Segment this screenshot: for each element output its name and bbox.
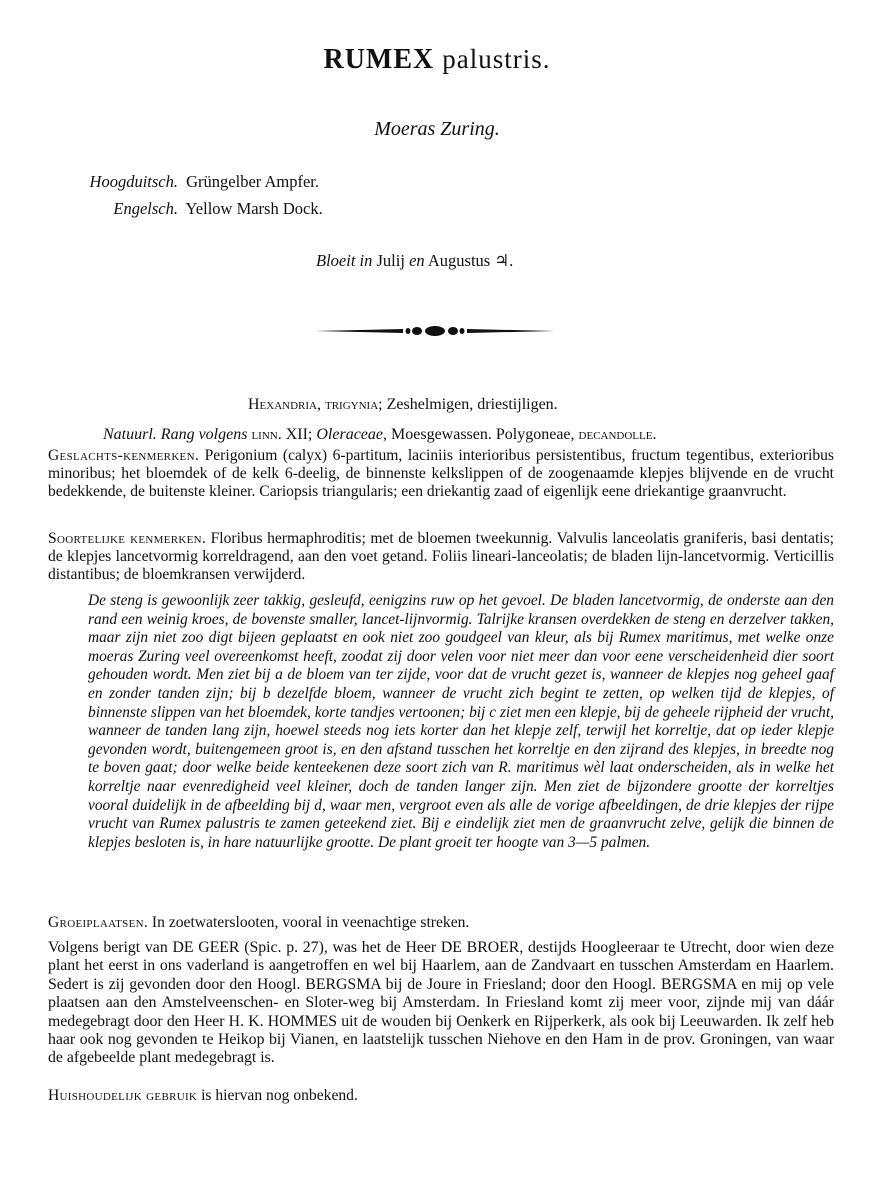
classification-dutch: Zeshelmigen, driestijligen.: [382, 396, 558, 413]
habitat-section: [48, 914, 834, 932]
language-label: Hoogduitsch.: [89, 172, 178, 191]
distribution-paragraph: Volgens berigt van DE GEER (Spic. p. 27), was het de Heer DE BROER, destijds Hoogleeraar te Utrecht, door wien deze plant het eerst in ons vaderland is aangetroffen en wel bij Haarlem, aan de Zandvaart en tusschen Amsterdam en Haarlem. Sedert is zij gevonden door den Hoogl. BERGSMA bij de Joure in Friesland; door den Hoogl. BERGSMA en mij op vele plaatsen aan den Amstelveenschen- en Sloter-weg bij Amsterdam. In Friesland komt zij meer voor, zijnde mij van dáár medegebragt door den Heer H. K. HOMMES uit de wouden bij Oenkerk en Rijperkerk, als ook bij Leeuwarden. Ik zelf heb haar ook nog gevonden te Heikop bij Vianen, en laatstelijk tusschen Niehove en den Ham in de prov. Groningen, van waar de afgebeelde plant medegebragt is.: [48, 939, 834, 1067]
section-text: Floribus hermaphroditis; met de bloemen tweekunnig. Valvulis lanceolatis graniferis, basi dentatis; de klepjes lancetvormig korreldragend, aan den voet getand. Foliis lineari-lanceolatis; de bladen lijn-lancetvormig. Verticillis distantibus; de bloemkransen verwijderd.: [48, 530, 835, 583]
classification-line: [248, 396, 558, 414]
title-genus: RUMEX: [323, 44, 435, 75]
rank-author2: decandolle.: [578, 426, 657, 443]
page-title: [0, 44, 874, 76]
rank-family: Oleraceae,: [316, 426, 388, 443]
bloom-conj: en: [409, 251, 425, 270]
perennial-symbol: ♃.: [494, 251, 514, 270]
bloom-prefix: Bloeit in: [316, 251, 373, 270]
title-species: palustris.: [442, 44, 551, 74]
household-use-section: [48, 1087, 834, 1105]
section-text: Perigonium (calyx) 6-partitum, laciniis interioribus persistentibus, fructum tegentibus, exterioribus minoribus; het bloemdek of de kelk 6-deelig, de binnenste kelkslippen of de zoogenaamde klepjes blijvende en de vrucht bedekkende, de buitenste kleiner. Cariopsis triangularis; een driekantig zaad of eigenlijk eene driekantige graanvrucht.: [48, 447, 834, 500]
section-text: In zoetwaterslooten, vooral in veenachtige streken.: [148, 914, 470, 931]
rank-author: linn.: [251, 426, 282, 443]
classification-class: Hexandria, trigynia;: [248, 396, 383, 413]
rank-number: XII;: [281, 426, 317, 443]
description-paragraph: De steng is gewoonlijk zeer takkig, gesleufd, eenigzins ruw op het gevoel. De bladen lancetvormig, de onderste aan den rand een weinig kroes, de bovenste smaller, lancet-lijnvormig. Talrijke kransen overdekken de steng en derzelver takken, maar zijn niet zoo digt bijeen geplaatst en ook niet zoo goudgeel van kleur, als bij Rumex maritimus, met welke onze moeras Zuring veel overeenkomst heeft, zoodat zij door velen voor niet meer dan voor eene verscheidenheid dier soort gehouden wordt. Men ziet bij a de bloem van ter zijde, voor dat de vrucht gezet is, wanneer de klepjes nog geheel gaaf en zonder tanden zijn; bij b dezelfde bloem, wanneer de vrucht zich begint te zetten, op welken tijd de klepjes, of binnenste slippen van het bloemdek, korte tandjes vertoonen; bij c ziet men een klepje, bij de geheele rijpheid der vrucht, wanneer de tanden lang zijn, hoewel steeds nog iets korter dan het klepje zelf, terwijl het korreltje, dat op ieder klepje gevonden wordt, buitengemeen groot is, en den afstand tusschen het korreltje en den zijrand des klepjes, in breedte nog te boven gaat; door welke beide kenteekenen deze soort zich van R. maritimus wèl laat onderscheiden, als in welke het korreltje naar evenredigheid veel kleiner, doch de tanden langer zijn. Men ziet de bijzondere grootte der korreltjes vooral duidelijk in de afbeelding bij d, waar men, vergroot even als alle de vorige afbeeldingen, de drie klepjes der rijpe vrucht van Rumex palustris te zamen geteekend ziet. Bij e eindelijk ziet men de graanvrucht zelve, gelijk die binnen de klepjes besloten is, in hare natuurlijke grootte. De plant groeit ter hoogte van 3—5 palmen.: [88, 592, 834, 851]
section-label: Soortelijke kenmerken.: [48, 530, 207, 547]
rank-family-dutch: Moesgewassen. Polygoneae,: [387, 426, 579, 443]
section-label: Huishoudelijk gebruik: [48, 1087, 198, 1104]
section-label: Groeiplaatsen.: [48, 914, 149, 931]
language-line-german: [0, 172, 319, 192]
ornament-divider-icon: [315, 323, 555, 339]
section-label: Geslachts-kenmerken.: [48, 447, 200, 464]
section-text: is hiervan nog onbekend.: [197, 1087, 358, 1104]
bloom-line: [316, 251, 513, 271]
bloom-month: Julij: [376, 251, 405, 270]
dutch-name: Moeras Zuring.: [374, 118, 500, 140]
genus-characters: [48, 447, 834, 500]
bloom-month2: Augustus: [427, 251, 491, 270]
language-label: Engelsch.: [113, 199, 178, 218]
species-characters: [48, 530, 834, 583]
rank-prefix: Natuurl. Rang volgens: [103, 426, 248, 443]
rank-line: [103, 426, 656, 444]
language-name: Grüngelber Ampfer.: [186, 172, 320, 191]
language-line-english: [0, 199, 323, 219]
language-name: Yellow Marsh Dock.: [185, 199, 323, 218]
